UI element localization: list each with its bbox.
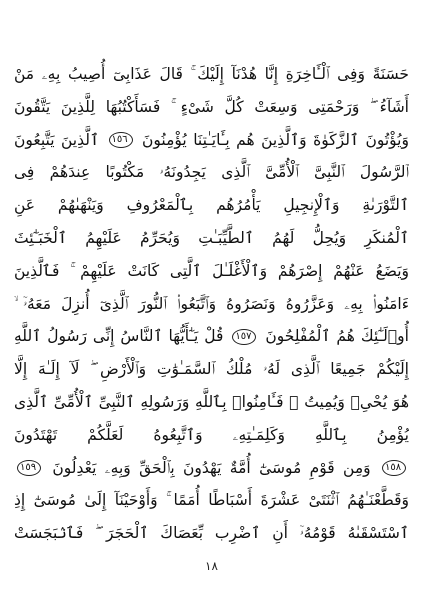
line-text: يُؤْمِنُ بِٱللَّهِ وَكَلِمَـٰتِهِۦ وَٱتَّبِعُوهُ لَعَلَّكُمْ تَهْتَدُونَ bbox=[14, 425, 409, 444]
line-text-after-marker: وَمِن قَوْمِ مُوسَىٰٓ أُمَّةٌ يَهْدُونَ بِٱلْحَقِّ وَبِهِۦ يَعْدِلُونَ bbox=[52, 458, 371, 477]
text-line bbox=[14, 386, 409, 419]
text-line bbox=[14, 517, 409, 550]
line-text: ٱسْتَسْقَىٰهُ قَوْمُهُۥٓ أَنِ ٱضْرِب بِّعَصَاكَ ٱلْحَجَرَ ۖ فَٱنۢبَجَسَتْ bbox=[14, 524, 409, 543]
text-line bbox=[14, 91, 409, 124]
ayah-number-marker: ١٥٨ bbox=[382, 460, 406, 476]
line-text: حَسَنَةً وَفِى ٱلْـَٔاخِرَةِ إِنَّا هُدْنَآ إِلَيْكَ ۚ قَالَ عَذَابِىٓ أُصِيبُ بِهِۦ مَنْ bbox=[14, 65, 409, 83]
line-text: إِلَيْكُمْ جَمِيعًا ٱلَّذِى لَهُۥ مُلْكُ ٱلسَّمَـٰوَٰتِ وَٱلْأَرْضِ ۖ لَآ إِلَـٰهَ إِلَّا bbox=[14, 360, 409, 379]
line-text: أُو۟لَـٰٓئِكَ هُمُ ٱلْمُفْلِحُونَ bbox=[265, 327, 409, 346]
text-line bbox=[14, 484, 409, 517]
text-line bbox=[14, 189, 409, 222]
text-line bbox=[14, 288, 409, 321]
text-line bbox=[14, 353, 409, 386]
line-text-after-marker: ٱلَّذِينَ يَتَّبِعُونَ bbox=[14, 130, 100, 149]
ayah-number-marker: ١٥٧ bbox=[232, 329, 256, 345]
text-line bbox=[14, 255, 409, 288]
text-line bbox=[14, 452, 409, 485]
line-text: أَشَآءُ ۖ وَرَحْمَتِى وَسِعَتْ كُلَّ شَىْءٍ ۚ فَسَأَكْتُبُهَا لِلَّذِينَ يَتَّقُونَ bbox=[14, 97, 409, 116]
line-text: ءَامَنُوا۟ بِهِۦ وَعَزَّرُوهُ وَنَصَرُوهُ وَٱتَّبَعُوا۟ ٱلنُّورَ ٱلَّذِىٓ أُنزِلَ مَعَهُۥٓ ۙ bbox=[14, 294, 409, 313]
quran-text-block bbox=[14, 58, 409, 550]
line-text: وَقَطَّعْنَـٰهُمُ ٱثْنَتَىْ عَشْرَةَ أَسْبَاطًا أُمَمًا ۚ وَأَوْحَيْنَآ إِلَىٰ مُوسَىٰٓ إِذِ bbox=[14, 491, 409, 510]
ayah-number-marker: ١٥٩ bbox=[17, 460, 41, 476]
text-line bbox=[14, 156, 409, 189]
line-text: وَيُؤْتُونَ ٱلزَّكَوٰةَ وَٱلَّذِينَ هُم بِـَٔايَـٰتِنَا يُؤْمِنُونَ bbox=[142, 130, 409, 149]
line-text: ٱلْمُنكَرِ وَيُحِلُّ لَهُمُ ٱلطَّيِّبَـٰتِ وَيُحَرِّمُ عَلَيْهِمُ ٱلْخَبَـٰٓئِثَ bbox=[14, 228, 409, 247]
text-line bbox=[14, 58, 409, 91]
ayah-number-marker: ١٥٦ bbox=[109, 132, 133, 148]
line-text-after-marker: قُلْ يَـٰٓأَيُّهَا ٱلنَّاسُ إِنِّى رَسُولُ ٱللَّهِ bbox=[14, 327, 224, 346]
text-line bbox=[14, 222, 409, 255]
line-text: هُوَ يُحْىِۦ وَيُمِيتُ ۖ فَـَٔامِنُوا۟ بِٱللَّهِ وَرَسُولِهِ ٱلنَّبِىِّ ٱلْأُمِّىِّ ٱلَّذِى bbox=[14, 392, 409, 411]
line-text: وَيَضَعُ عَنْهُمْ إِصْرَهُمْ وَٱلْأَغْلَـٰلَ ٱلَّتِى كَانَتْ عَلَيْهِمْ ۚ فَٱلَّذِينَ bbox=[14, 261, 409, 280]
text-line bbox=[14, 320, 409, 353]
page-number: ١٨ bbox=[205, 559, 218, 573]
line-text: ٱلتَّوْرَىٰةِ وَٱلْإِنجِيلِ يَأْمُرُهُم بِٱلْمَعْرُوفِ وَيَنْهَىٰهُمْ عَنِ bbox=[14, 196, 409, 215]
text-line bbox=[14, 124, 409, 157]
text-line bbox=[14, 419, 409, 452]
line-text: ٱلرَّسُولَ ٱلنَّبِىَّ ٱلْأُمِّىَّ ٱلَّذِى يَجِدُونَهُۥ مَكْتُوبًا عِندَهُمْ فِى bbox=[14, 163, 409, 182]
